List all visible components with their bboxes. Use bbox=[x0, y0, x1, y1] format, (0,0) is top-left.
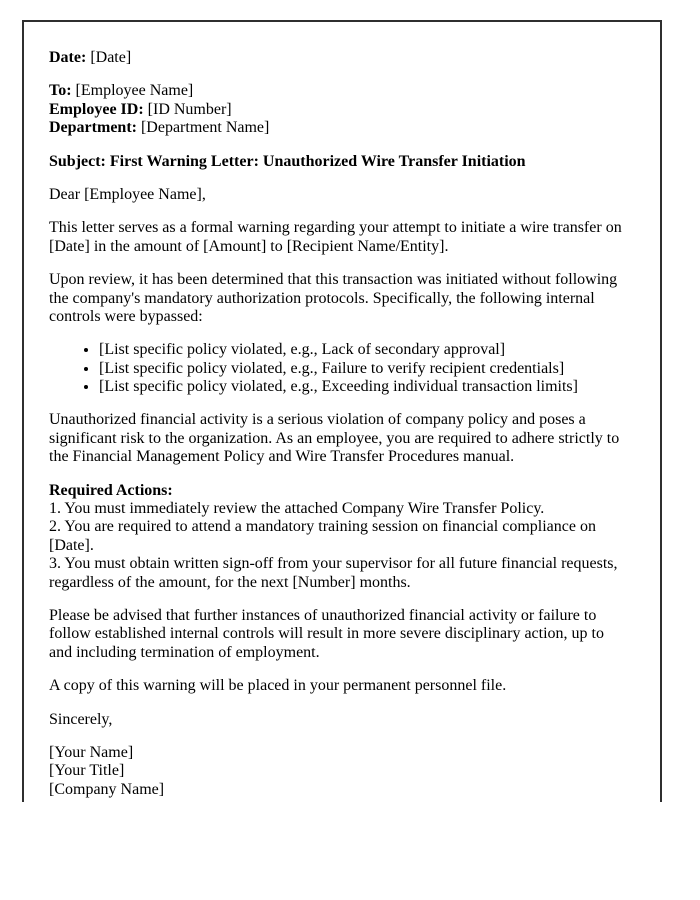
required-action-1: 1. You must immediately review the attached Company Wire Transfer Policy. bbox=[49, 500, 545, 518]
paragraph-review: Upon review, it has been determined that this transaction was initiated without following the company's mandatory authorization protocols. Specifically, the following internal controls were bypassed: bbox=[49, 271, 618, 325]
paragraph-intro: This letter serves as a formal warning regarding your attempt to initiate a wire transfer on [Date] in the amount of [Amount] to [Recipient Name/Entity]. bbox=[49, 219, 622, 255]
list-item: • [List specific policy violated, e.g., Failure to verify recipient credentials] bbox=[99, 360, 631, 378]
signature-title: [Your Title] bbox=[49, 762, 125, 780]
to-label: To: bbox=[49, 82, 72, 100]
required-actions-block bbox=[49, 482, 631, 592]
required-action-3: 3. You must obtain written sign-off from your supervisor for all future financial requests, regardless of the amount, for the next [Number] months. bbox=[49, 555, 618, 591]
salutation: Dear [Employee Name], bbox=[49, 185, 206, 203]
required-actions-label: Required Actions: bbox=[49, 481, 173, 499]
department-line bbox=[49, 119, 631, 137]
to-line bbox=[49, 82, 631, 100]
paragraph-warning: Please be advised that further instances of unauthorized financial activity or failure to follow established internal controls will result in more severe disciplinary action, up to and including termination of employment. bbox=[49, 606, 604, 661]
to-value: [Employee Name] bbox=[75, 82, 194, 100]
recipient-block bbox=[49, 82, 631, 137]
signature-name: [Your Name] bbox=[49, 743, 134, 761]
employee-id-value: [ID Number] bbox=[147, 100, 232, 118]
subject-text: Subject: First Warning Letter: Unauthorized Wire Transfer Initiation bbox=[49, 152, 526, 170]
paragraph-policy: Unauthorized financial activity is a serious violation of company policy and poses a significant risk to the organization. As an employee, you are required to adhere strictly to the Financial Management Policy and Wire Transfer Procedures manual. bbox=[49, 411, 620, 466]
date-value: [Date] bbox=[90, 49, 132, 66]
list-item: • [List specific policy violated, e.g., Exceeding individual transaction limits] bbox=[99, 378, 631, 396]
paragraph-record: A copy of this warning will be placed in your permanent personnel file. bbox=[49, 677, 507, 695]
date-line bbox=[49, 49, 631, 67]
employee-id-label: Employee ID: bbox=[49, 100, 144, 118]
date-label: Date: bbox=[49, 49, 87, 66]
closing: Sincerely, bbox=[49, 710, 113, 728]
department-label: Department: bbox=[49, 119, 137, 137]
list-item: • [List specific policy violated, e.g., Lack of secondary approval] bbox=[99, 341, 631, 359]
department-value: [Department Name] bbox=[140, 119, 270, 137]
subject-line bbox=[49, 153, 631, 171]
violations-list bbox=[49, 341, 631, 396]
signature-company: [Company Name] bbox=[49, 780, 165, 798]
required-action-2: 2. You are required to attend a mandatory training session on financial compliance on [Date]. bbox=[49, 518, 596, 554]
signature-block bbox=[49, 744, 631, 799]
warning-letter-document bbox=[22, 20, 662, 802]
employee-id-line bbox=[49, 101, 631, 119]
